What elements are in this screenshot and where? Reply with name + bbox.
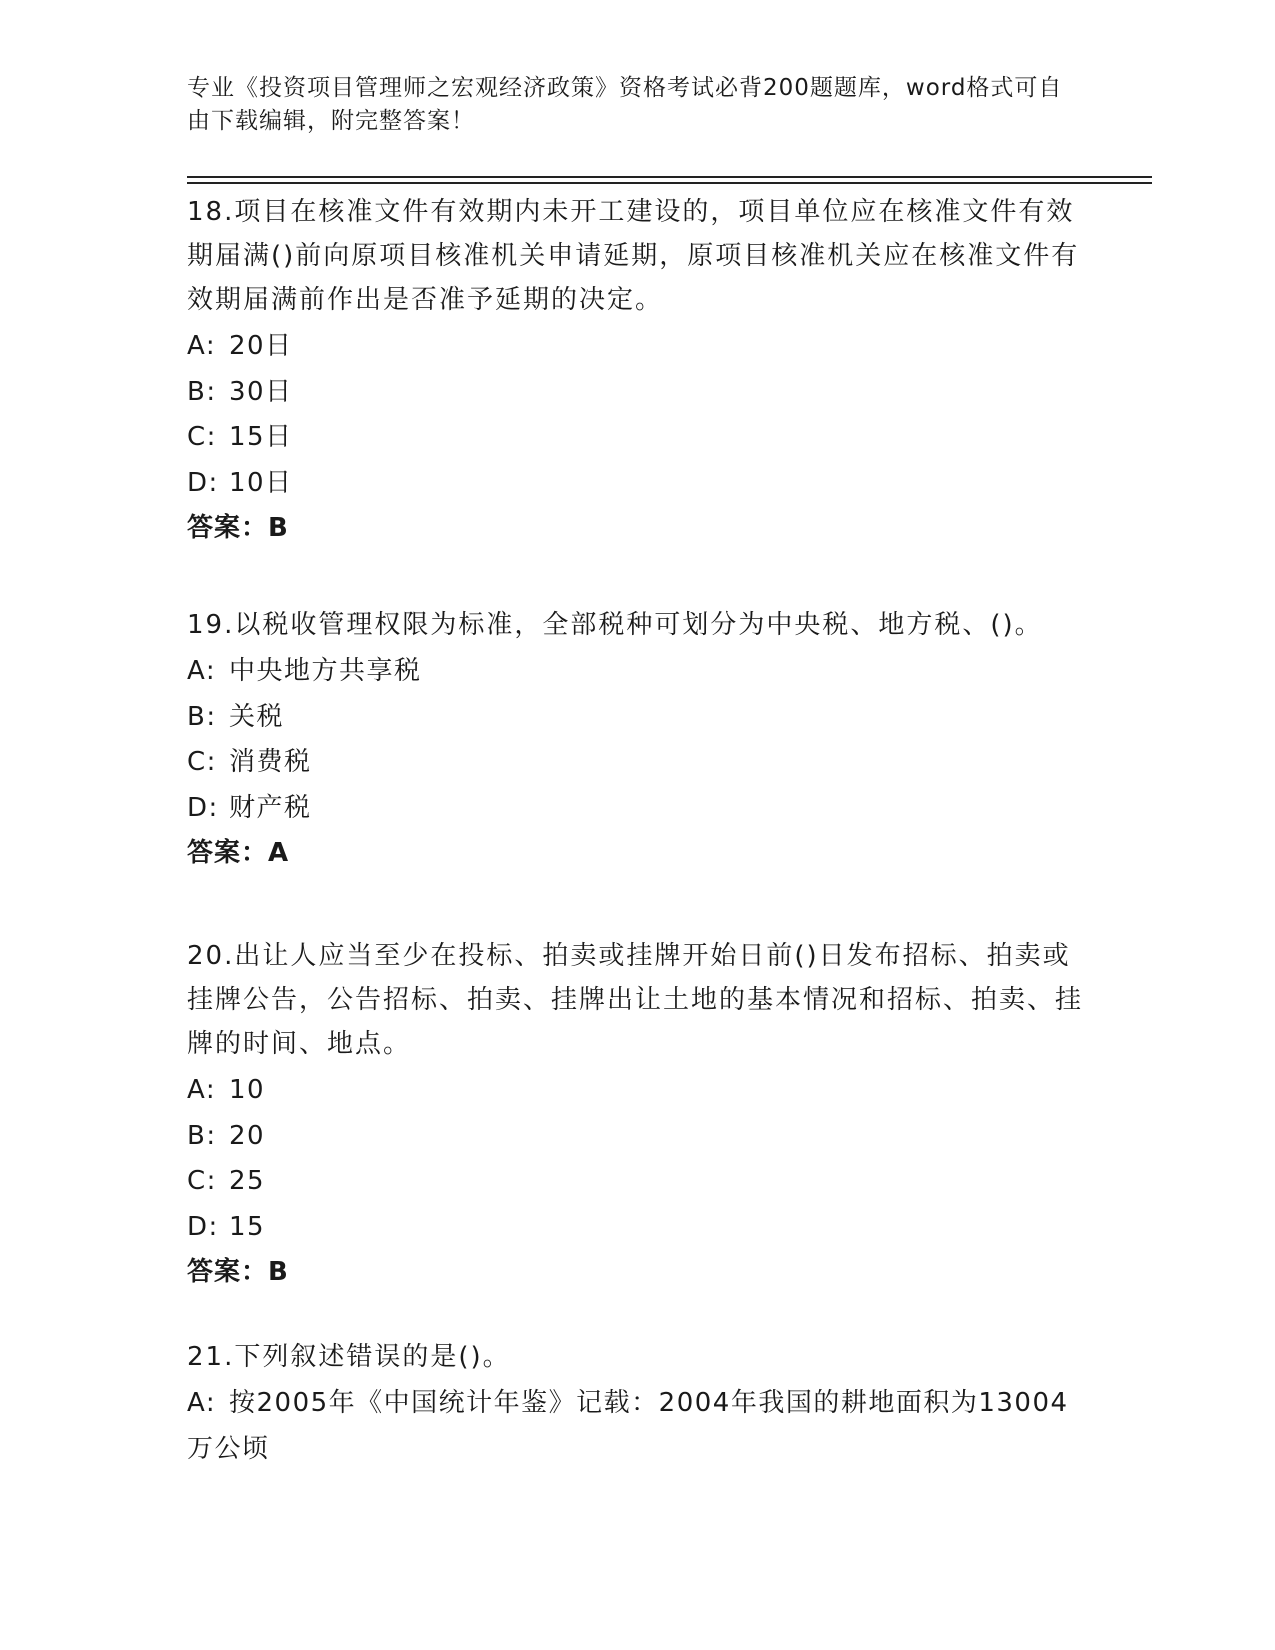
option-text: 20	[229, 1120, 266, 1151]
option-letter: A:	[187, 1075, 217, 1105]
option-a	[187, 1381, 1087, 1472]
option-text: 关税	[229, 701, 285, 732]
option-text: 10日	[229, 467, 293, 498]
option-c	[187, 415, 1087, 461]
question-list	[187, 190, 1087, 1472]
answer-line: 答案：B	[187, 1257, 289, 1287]
option-letter: C:	[187, 422, 217, 452]
option-b	[187, 370, 1087, 416]
option-letter: C:	[187, 747, 217, 777]
option-b	[187, 1114, 1087, 1160]
question-text: 21.下列叙述错误的是()。	[187, 1342, 511, 1372]
question-spacer	[187, 551, 1087, 603]
header-divider-bottom	[187, 182, 1152, 184]
option-letter: D:	[187, 792, 219, 823]
option-text: 消费税	[229, 747, 312, 777]
option-text: 10	[229, 1075, 266, 1105]
question-spacer	[187, 1295, 1087, 1335]
option-text: 30日	[229, 376, 293, 407]
question-spacer	[187, 876, 1087, 934]
option-d	[187, 461, 1087, 507]
option-a	[187, 1068, 1087, 1114]
option-text: 财产税	[229, 792, 312, 823]
option-a	[187, 649, 1087, 695]
option-c	[187, 740, 1087, 786]
answer-line: 答案：B	[187, 513, 289, 543]
option-b	[187, 695, 1087, 741]
option-text: 15日	[229, 422, 293, 452]
question-19	[187, 603, 1087, 876]
question-text: 20.出让人应当至少在投标、拍卖或挂牌开始日前()日发布招标、拍卖或挂牌公告，公告招标、拍卖、挂牌出让土地的基本情况和招标、拍卖、挂牌的时间、地点。	[187, 941, 1084, 1059]
answer-line: 答案：A	[187, 838, 290, 868]
option-text: 20日	[229, 331, 293, 361]
option-letter: D:	[187, 1211, 219, 1242]
option-a	[187, 324, 1087, 370]
option-text: 按2005年《中国统计年鉴》记载：2004年我国的耕地面积为13004万公顷	[187, 1388, 1069, 1464]
option-letter: B:	[187, 376, 217, 407]
option-text: 中央地方共享税	[229, 656, 422, 686]
option-text: 15	[229, 1211, 266, 1242]
document-header: 专业《投资项目管理师之宏观经济政策》资格考试必背200题题库，word格式可自由下载编辑，附完整答案！	[187, 75, 1063, 134]
option-letter: A:	[187, 1388, 217, 1418]
question-text: 18.项目在核准文件有效期内未开工建设的，项目单位应在核准文件有效期届满()前向原项目核准机关申请延期，原项目核准机关应在核准文件有效期届满前作出是否准予延期的决定。	[187, 197, 1080, 315]
header-divider-top	[187, 176, 1152, 178]
option-letter: B:	[187, 701, 217, 732]
option-letter: D:	[187, 467, 219, 498]
option-letter: B:	[187, 1120, 217, 1151]
option-c	[187, 1159, 1087, 1205]
option-text: 25	[229, 1166, 266, 1196]
question-18	[187, 190, 1087, 551]
option-d	[187, 1205, 1087, 1251]
option-letter: C:	[187, 1166, 217, 1196]
option-d	[187, 786, 1087, 832]
question-20	[187, 934, 1087, 1295]
question-text: 19.以税收管理权限为标准，全部税种可划分为中央税、地方税、()。	[187, 610, 1043, 640]
option-letter: A:	[187, 656, 217, 686]
option-letter: A:	[187, 331, 217, 361]
question-21	[187, 1335, 1087, 1472]
